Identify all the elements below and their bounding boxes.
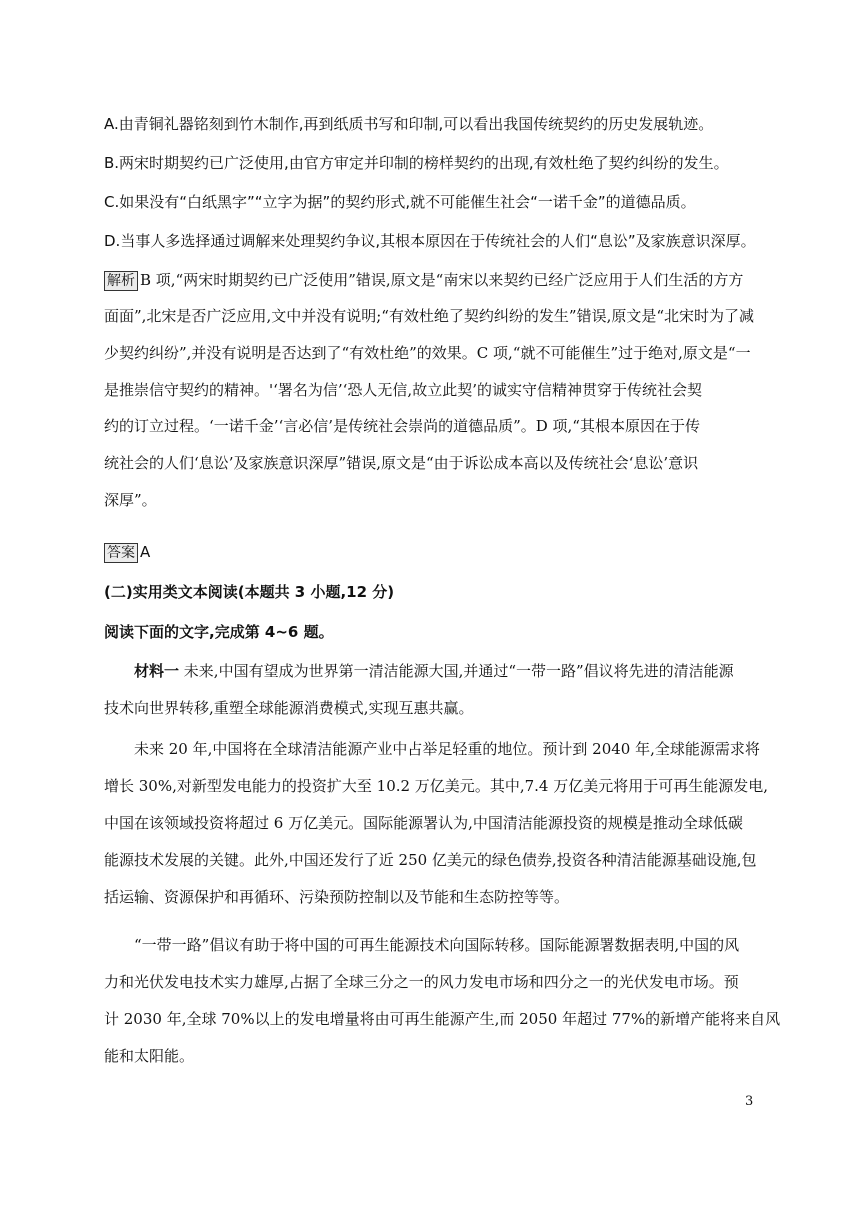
paragraph2-line-4: 能源技术发展的关键。此外,中国还发行了近 250 亿美元的绿色债券,投资各种清洁能源基础设施,包	[104, 851, 757, 869]
analysis-line-1	[104, 270, 754, 291]
paragraph3-line-2: 力和光伏发电技术实力雄厚,占据了全球三分之一的风力发电市场和四分之一的光伏发电市场。预	[104, 973, 739, 991]
material1-text-1: 未来,中国有望成为世界第一清洁能源大国,并通过“一带一路”倡议将先进的清洁能源	[183, 662, 734, 680]
analysis-line-4: 是推崇信守契约的精神。'‘署名为信’‘恐人无信,故立此契’的诚实守信精神贯穿于传统社会契	[104, 381, 702, 399]
analysis-line-3: 少契约纠纷”,并没有说明是否达到了“有效杜绝”的效果。C 项,“就不可能催生”过于绝对,原文是“一	[104, 344, 751, 362]
option-a: A.由青铜礼器铭刻到竹木制作,再到纸质书写和印制,可以看出我国传统契约的历史发展轨迹。	[104, 115, 714, 133]
paragraph2-line-3: 中国在该领域投资将超过 6 万亿美元。国际能源署认为,中国清洁能源投资的规模是推动全球低碳	[104, 814, 743, 832]
paragraph2-line-2: 增长 30%,对新型发电能力的投资扩大至 10.2 万亿美元。其中,7.4 万亿美元将用于可再生能源发电,	[104, 777, 768, 795]
analysis-text-1: B 项,“两宋时期契约已广泛使用”错误,原文是“南宋以来契约已经广泛应用于人们生活的方方	[140, 271, 744, 289]
analysis-line-2: 面面”,北宋是否广泛应用,文中并没有说明;“有效杜绝了契约纠纷的发生”错误,原文是“北宋时为了减	[104, 307, 755, 325]
analysis-line-7: 深厚”。	[104, 491, 157, 509]
answer-value: A	[140, 543, 151, 561]
material1-label: 材料一	[134, 662, 180, 680]
paragraph2-line-1: 未来 20 年,中国将在全球清洁能源产业中占举足轻重的地位。预计到 2040 年,全球能源需求将	[134, 740, 760, 758]
section-title: (二)实用类文本阅读(本题共 3 小题,12 分)	[104, 583, 395, 601]
answer-line	[104, 542, 754, 563]
option-b: B.两宋时期契约已广泛使用,由官方审定并印制的榜样契约的出现,有效杜绝了契约纠纷的发生。	[104, 154, 729, 172]
analysis-label: 解析	[104, 271, 138, 291]
page-number: 3	[745, 1094, 754, 1109]
material1-line-1	[134, 661, 754, 681]
instruction: 阅读下面的文字,完成第 4~6 题。	[104, 623, 334, 641]
analysis-line-6: 统社会的人们‘息讼’及家族意识深厚”错误,原文是“由于诉讼成本高以及传统社会‘息讼’意识	[104, 454, 699, 472]
paragraph2-line-5: 括运输、资源保护和再循环、污染预防控制以及节能和生态防控等等。	[104, 888, 570, 906]
answer-label: 答案	[104, 543, 138, 563]
paragraph3-line-4: 能和太阳能。	[104, 1047, 195, 1065]
option-c: C.如果没有“白纸黑字”“立字为据”的契约形式,就不可能催生社会“一诺千金”的道德品质。	[104, 193, 696, 211]
analysis-line-5: 约的订立过程。‘一诺千金’‘言必信’是传统社会崇尚的道德品质”。D 项,“其根本原因在于传	[104, 417, 700, 435]
paragraph3-line-3: 计 2030 年,全球 70%以上的发电增量将由可再生能源产生,而 2050 年超过 77%的新增产能将来自风	[104, 1010, 781, 1028]
option-d: D.当事人多选择通过调解来处理契约争议,其根本原因在于传统社会的人们“息讼”及家族意识深厚。	[104, 232, 756, 250]
paragraph3-line-1: “一带一路”倡议有助于将中国的可再生能源技术向国际转移。国际能源署数据表明,中国的风	[134, 936, 740, 954]
material1-line-2: 技术向世界转移,重塑全球能源消费模式,实现互惠共赢。	[104, 699, 474, 717]
